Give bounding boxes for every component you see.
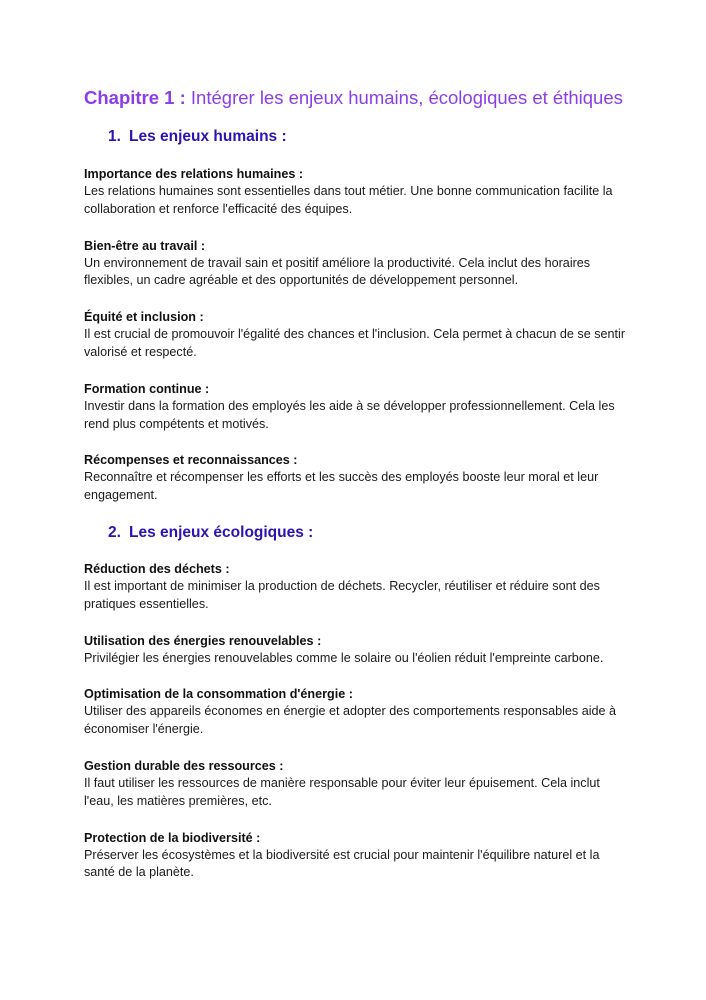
item-title: Optimisation de la consommation d'énergie : [84,687,353,702]
list-item [84,165,629,219]
list-item [84,451,629,505]
item-title: Gestion durable des ressources : [84,758,284,773]
item-title: Récompenses et reconnaissances : [84,453,298,468]
item-title: Utilisation des énergies renouvelables : [84,633,322,648]
section-number: 2. [108,523,121,541]
section-heading-ecology [84,523,629,543]
item-text: Utiliser des appareils économes en énergie et adopter des comportements responsables aide à économiser l'énergie. [84,704,617,737]
item-text: Préserver les écosystèmes et la biodiversité est crucial pour maintenir l'équilibre naturel et la santé de la planète. [84,847,600,880]
list-item [84,560,629,614]
item-text: Il est important de minimiser la production de déchets. Recycler, réutiliser et réduire sont des pratiques essentielles. [84,578,600,611]
item-text: Il faut utiliser les ressources de manière responsable pour éviter leur épuisement. Cela inclut l'eau, les matières premières, etc. [84,775,600,808]
section-heading-human [84,127,629,147]
list-item [84,685,629,739]
item-text: Reconnaître et récompenser les efforts et les succès des employés booste leur moral et leur engagement. [84,470,599,503]
chapter-label: Chapitre 1 : [84,87,186,108]
item-title: Protection de la biodiversité : [84,830,261,845]
section-heading-text: Les enjeux humains : [129,128,287,145]
list-item [84,237,629,291]
list-item [84,308,629,362]
item-title: Importance des relations humaines : [84,167,304,181]
item-text: Les relations humaines sont essentielles dans tout métier. Une bonne communication facilite la collaboration et renforce l'efficacité des équipes. [84,184,613,216]
item-title: Formation continue : [84,381,210,396]
list-item [84,632,629,668]
section-items-ecology [84,560,629,882]
item-text: Il est crucial de promouvoir l'égalité des chances et l'inclusion. Cela permet à chacun de se sentir valorisé et respecté. [84,327,626,359]
item-text: Privilégier les énergies renouvelables comme le solaire ou l'éolien réduit l'empreinte carbone. [84,650,604,665]
item-text: Investir dans la formation des employés les aide à se développer professionnellement. Cela les rend plus compétents et motivés. [84,398,615,431]
list-item [84,757,629,811]
item-title: Équité et inclusion : [84,310,204,325]
list-item [84,380,629,434]
document-page [84,86,629,882]
section-number: 1. [108,128,121,145]
item-title: Bien-être au travail : [84,238,206,253]
section-items-human [84,165,629,505]
item-title: Réduction des déchets : [84,561,230,576]
item-text: Un environnement de travail sain et positif améliore la productivité. Cela inclut des horaires flexibles, un cadre agréable et des opportunités de développement personnel. [84,255,591,288]
chapter-title-text: Intégrer les enjeux humains, écologiques et éthiques [190,87,623,108]
list-item [84,829,629,883]
chapter-title [84,86,629,110]
section-heading-text: Les enjeux écologiques : [129,523,314,541]
